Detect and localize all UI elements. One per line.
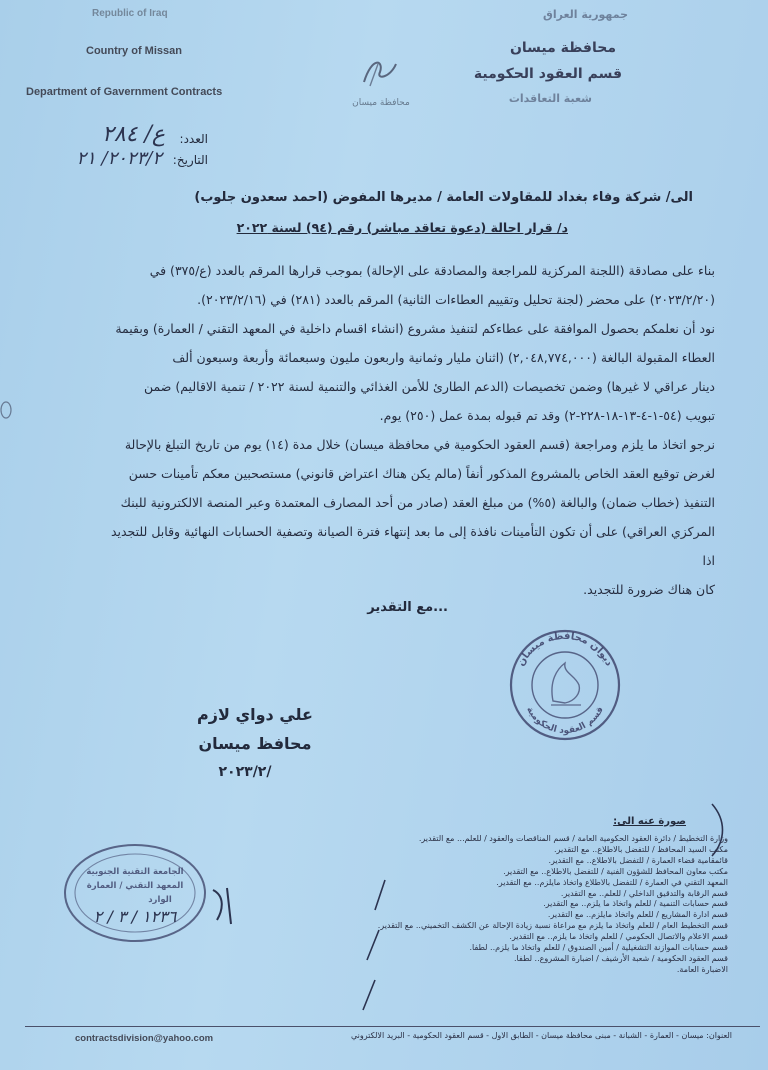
cc-item: مكتب معاون المحافظ للشؤون الفنية / للتفضل بالاطلاع.. مع التقدير. <box>503 866 728 876</box>
body-line: نرجو اتخاذ ما يلزم ومراجعة (قسم العقود الحكومية في محافظة ميسان) خلال مدة (١٤) يوم من تاريخ التبلغ بالإحالة <box>124 437 715 452</box>
addressee: الى/ شركة وفاء بغداد للمقاولات العامة / مديرها المفوض (احمد سعدون جلوب) <box>194 190 693 205</box>
stamp-bottom-text: قسم العقود الحكومية <box>524 705 606 737</box>
header-en-department: Department of Gavernment Contracts <box>26 86 223 98</box>
header-en-republic: Republic of Iraq <box>92 8 168 19</box>
cc-item: وزارة التخطيط / دائرة العقود الحكومية العامة / قسم المناقصات والعقود / للعلم... مع التقدير. <box>418 834 728 843</box>
body-line: تبويب (٥٤-١-٤-١٣-١٨-٢٢٨-٢) وقد تم قبوله بمدة عمل (٢٥٠) يوم. <box>379 408 715 423</box>
cc-item: قسم الاعلام والاتصال الحكومي / للعلم واتخاذ ما يلزم.. مع التقدير. <box>509 932 728 942</box>
punch-hole-mark <box>0 400 14 420</box>
cc-item: الاضبارة العامة. <box>676 964 728 974</box>
reference-date-value: ٢٠٢٣/٢/ ٢١ <box>76 148 162 169</box>
header-en-province: Country of Missan <box>86 45 182 57</box>
received-stamp <box>60 838 210 948</box>
cc-item: قسم حسابات الموازنة التشغيلية / أمين الصندوق / للعلم واتخاذ ما يلزم.. لطفا. <box>469 943 728 953</box>
cc-item: قسم ادارة المشاريع / للعلم واتخاذ مايلزم.. مع التقدير. <box>547 910 728 920</box>
handwritten-mark <box>205 880 245 930</box>
footer-address: العنوان: ميسان - العمارة - الشبانة - مبنى محافظة ميسان - الطابق الاول - قسم العقود الحكومية - البريد الالكتروني <box>350 1031 732 1040</box>
body-line: المركزي العراقي) على أن تكون التأمينات نافذة إلى ما بعد إنتهاء فترة الصيانة وتصفية الحسابات النهائية وقابل للتجديد اذا <box>110 524 715 568</box>
body-line: لغرض توقيع العقد الخاص بالمشروع المذكور أنفاً (مالم يكن هناك اعتراض قانوني) مستصحبين معكم تأمينات حسن <box>128 466 715 481</box>
header-ar-department: قسم العقود الحكومية <box>473 66 622 82</box>
cc-item: مكتب السيد المحافظ / للتفضل بالاطلاع.. مع التقدير. <box>554 844 728 854</box>
closing: ...مع التقدير <box>367 600 448 615</box>
body-line: العطاء المقبولة البالغة (٢,٠٤٨,٧٧٤,٠٠٠) (اثنان مليار وثمانية واربعون مليون وسبعمائة وأربعة وسبعون ألف <box>172 350 715 365</box>
signature-title: محافظ ميسان <box>198 734 312 753</box>
signature-date: ٢٠٢٣/٢/ <box>218 764 272 780</box>
received-stamp-number: ١٢٣٦ / ٣ / ٢ <box>93 907 177 926</box>
handwritten-bracket <box>708 800 738 860</box>
stamp-emblem-icon <box>552 663 579 703</box>
reference-number-value: ع/ ٢٨٤ <box>102 122 165 147</box>
center-emblem-label: محافظة ميسان <box>352 98 410 108</box>
stamp-ring-text: ديوان محافظة ميسان <box>515 630 615 669</box>
header-ar-republic: جمهورية العراق <box>543 8 628 21</box>
cc-heading: صورة عنه الى: <box>613 816 686 827</box>
body-line: كان هناك ضرورة للتجديد. <box>583 582 715 597</box>
cc-item: قسم الرقابة والتدقيق الداخلي / للعلم.. مع التقدير. <box>560 888 728 898</box>
letter-body <box>95 256 715 604</box>
body-line: التنفيذ (خطاب ضمان) والبالغة (٥%) من مبلغ العقد (صادر من أحد المصارف المعتمدة وعبر المنصة الالكترونية للبنك <box>120 495 715 510</box>
cc-item: قائمقامية قضاء العمارة / للتفضل بالاطلاع.. مع التقدير. <box>548 855 728 865</box>
received-stamp-line: الجامعة التقنية الجنوبية <box>86 867 184 877</box>
footer-email: contractsdivision@yahoo.com <box>75 1033 214 1044</box>
footer-divider <box>25 1026 760 1027</box>
body-line: نود أن نعلمكم بحصول الموافقة على عطاءكم لتنفيذ مشروع (انشاء اقسام داخلية في المعهد التقني / العمارة) وبقيمة <box>115 321 715 336</box>
handwritten-tick-marks <box>345 870 405 1020</box>
cc-item: قسم العقود الحكومية / شعبة الأرشيف / اضبارة المشروع.. لطفا. <box>513 953 728 963</box>
reference-number-label: العدد: <box>179 132 208 146</box>
center-emblem <box>350 50 410 100</box>
received-stamp-line: المعهد التقني / العمارة <box>86 881 184 891</box>
signature-name: علي دواي لازم <box>197 705 313 724</box>
header-ar-unit: شعبة التعاقدات <box>508 92 592 105</box>
header-ar-province: محافظة ميسان <box>509 40 616 56</box>
cc-item: قسم حسابات التنمية / للعلم واتخاذ ما يلزم.. مع التقدير. <box>543 899 728 909</box>
governorate-stamp <box>505 625 625 745</box>
body-line: بناء على مصادقة (اللجنة المركزية للمراجعة والمصادقة على الإحالة) بموجب قرارها المرقم بالعدد (ع/٣٧٥) في <box>149 263 715 278</box>
body-line: دينار عراقي لا غيرها) وضمن تخصيصات (الدعم الطارئ للأمن الغذائي والتنمية لسنة ٢٠٢٢ / تنمية الاقاليم) ضمن <box>144 379 715 394</box>
body-line: (٢٠٢٣/٢/٢٠) على محضر (لجنة تحليل وتقييم العطاءات الثانية) المرقم بالعدد (٢٨١) في (٢٠٢٣/٢/١٦). <box>197 292 715 307</box>
received-stamp-line: الوارد <box>148 895 172 905</box>
cc-item: قسم التخطيط العام / للعلم واتخاذ ما يلزم مع مراعاة نسبة زيادة الإحالة عن الكشف التخميني.. مع التقدير. <box>377 921 728 931</box>
reference-date-label: التاريخ: <box>172 153 208 167</box>
subject: د/ قرار احالة (دعوة تعاقد مباشر) رقم (٩٤) لسنة ٢٠٢٢ <box>236 220 568 235</box>
cc-item: المعهد التقني في العمارة / للتفضل بالاطلاع واتخاذ مايلزم.. مع التقدير. <box>496 877 728 887</box>
